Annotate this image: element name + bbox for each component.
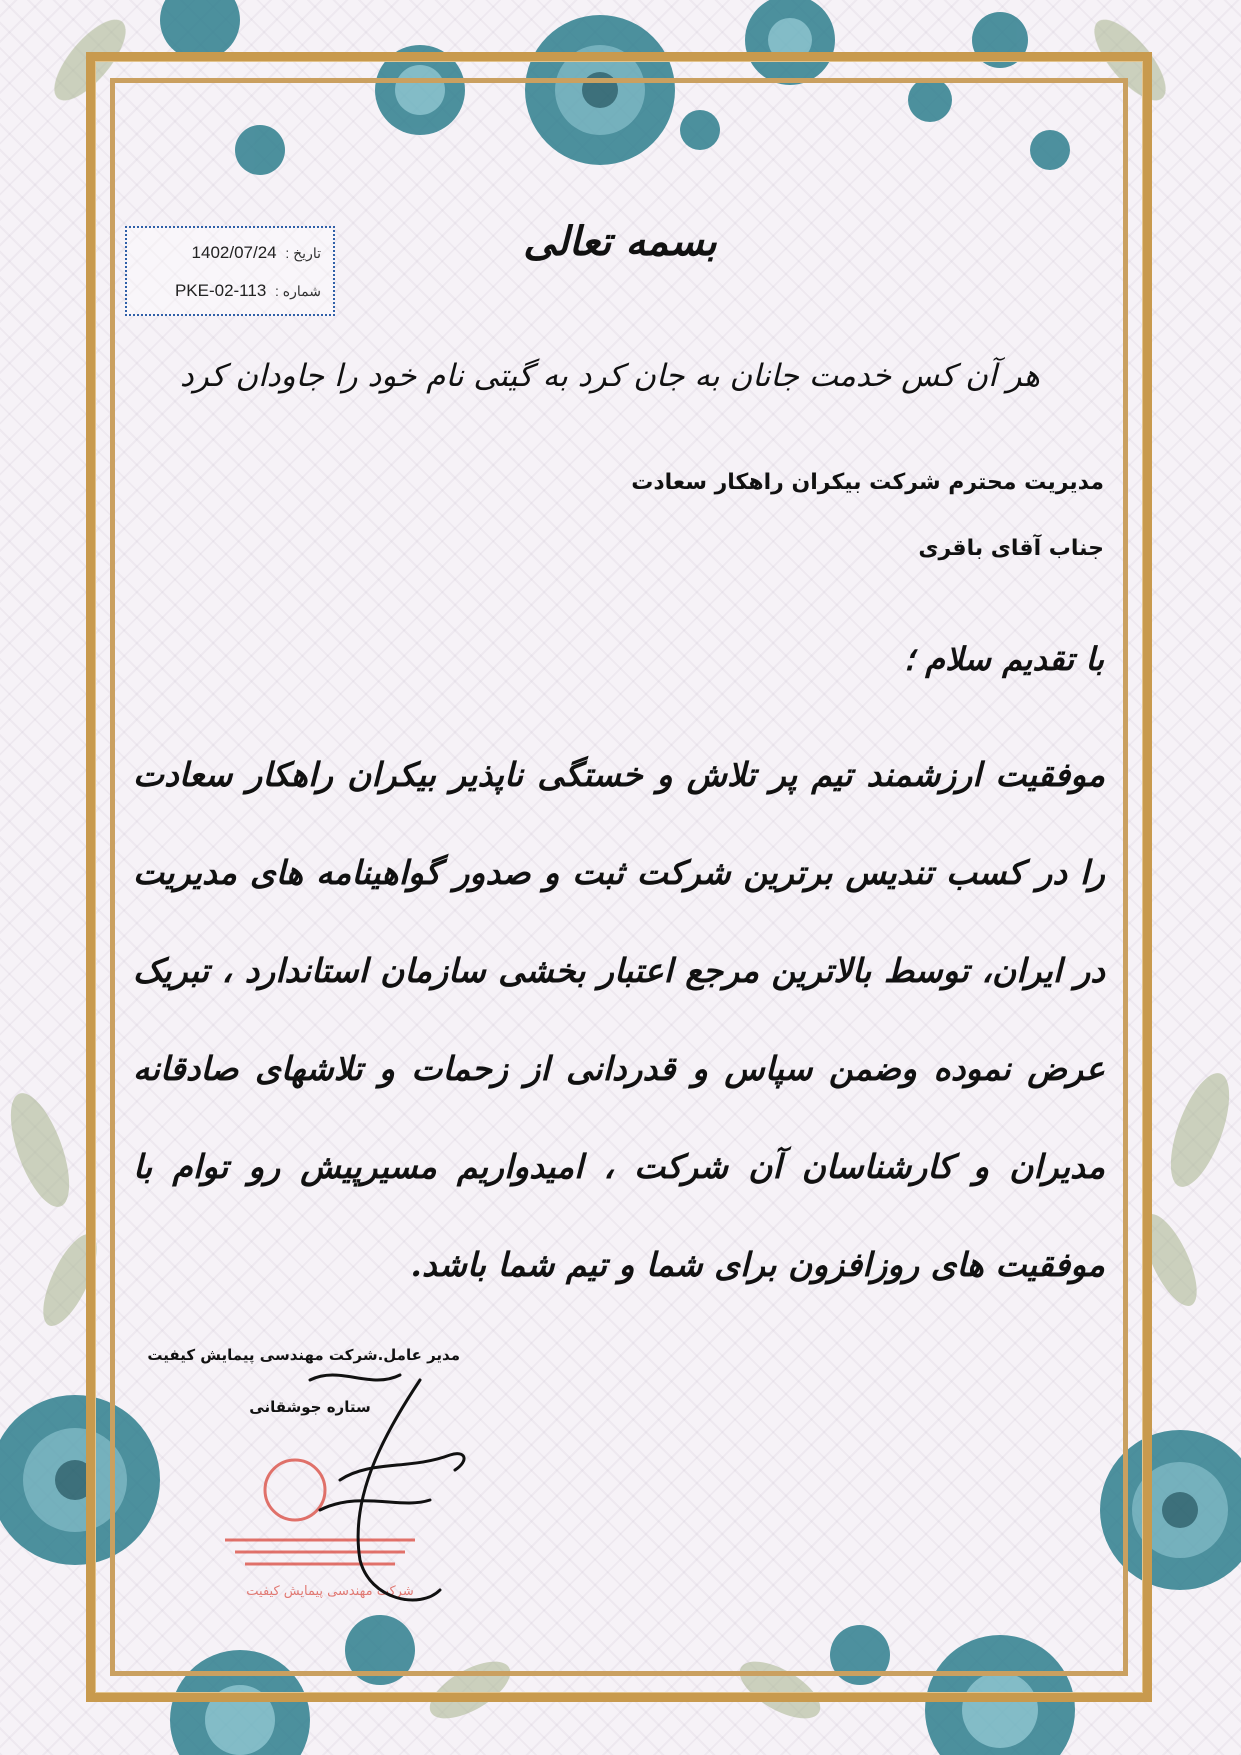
- signer-title: مدیر عامل.شرکت مهندسی پیمایش کیفیت: [147, 1346, 460, 1364]
- date-number-box: [125, 226, 335, 316]
- poem-verse: هر آن کس خدمت جانان به جان کرد به گیتی نام خود را جاودان کرد: [179, 358, 1040, 394]
- greeting: با تقدیم سلام ؛: [903, 640, 1104, 678]
- letter-body: موفقیت ارزشمند تیم پر تلاش و خستگی ناپذیر بیکران راهکار سعادت را در کسب تندیس برترین شرکت ثبت و صدور گواهینامه های مدیریت در ایران، توسط بالاترین مرجع اعتبار بخشی سازمان استاندارد ، تبریک عرض نموده وضمن سپاس و قدردانی از زحمات و تلاشهای صادقانه مدیران و کارشناسان آن شرکت ، امیدواریم مسیرپیش رو توام با موفقیت های روزافزون برای شما و تیم شما باشد.: [133, 755, 1105, 1284]
- stamp-text: شرکت مهندسی پیمایش کیفیت: [246, 1584, 414, 1599]
- number-label: شماره :: [275, 283, 321, 299]
- number-row: [139, 272, 321, 310]
- number-value: PKE-02-113: [174, 281, 267, 300]
- signer-name: ستاره جوشقانی: [249, 1398, 371, 1416]
- letter-heading: بسمه تعالی: [523, 218, 717, 265]
- date-row: [139, 234, 321, 272]
- recipient-person: جناب آقای باقری: [918, 536, 1104, 561]
- recipient-company: مدیریت محترم شرکت بیکران راهکار سعادت: [631, 470, 1104, 495]
- date-value: 1402/07/24: [191, 243, 277, 262]
- date-label: تاریخ :: [285, 245, 321, 261]
